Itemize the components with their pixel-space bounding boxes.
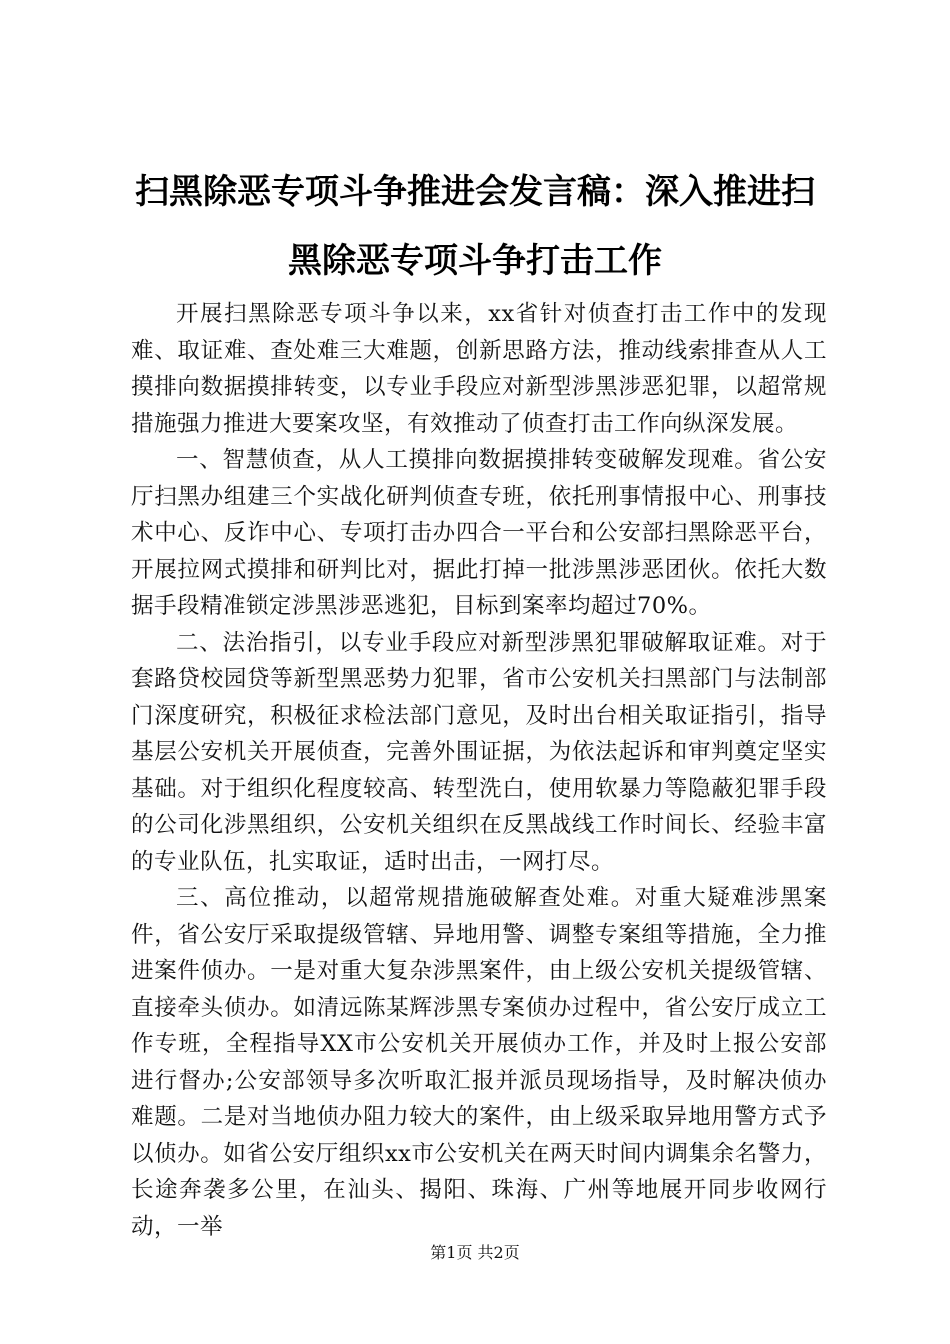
- section-three-paragraph: 三、高位推动，以超常规措施破解查处难。对重大疑难涉黑案件，省公安厅采取提级管辖、异地用警、调整专案组等措施，全力推进案件侦办。一是对重大复杂涉黑案件，由上级公安机关提级管辖、直接牵头侦办。如清远陈某辉涉黑专案侦办过程中，省公安厅成立工作专班，全程指导XX市公安机关开展侦办工作，并及时上报公安部进行督办;公安部领导多次听取汇报并派员现场指导，及时解决侦办难题。二是对当地侦办阻力较大的案件，由上级采取异地用警方式予以侦办。如省公安厅组织xx市公安机关在两天时间内调集余名警力，长途奔袭多公里，在汕头、揭阳、珠海、广州等地展开同步收网行动，一举: [131, 885, 827, 1240]
- intro-paragraph: 开展扫黑除恶专项斗争以来，xx省针对侦查打击工作中的发现难、取证难、查处难三大难题，创新思路方法，推动线索排查从人工摸排向数据摸排转变，以专业手段应对新型涉黑涉恶犯罪，以超常规措施强力推进大要案攻坚，有效推动了侦查打击工作向纵深发展。: [131, 301, 827, 437]
- section-one-paragraph: 一、智慧侦查，从人工摸排向数据摸排转变破解发现难。省公安厅扫黑办组建三个实战化研判侦查专班，依托刑事情报中心、刑事技术中心、反诈中心、专项打击办四合一平台和公安部扫黑除恶平台，开展拉网式摸排和研判比对，据此打掉一批涉黑涉恶团伙。依托大数据手段精准锁定涉黑涉恶逃犯，目标到案率均超过70%。: [131, 447, 827, 619]
- section-two-paragraph: 二、法治指引，以专业手段应对新型涉黑犯罪破解取证难。对于套路贷校园贷等新型黑恶势力犯罪，省市公安机关扫黑部门与法制部门深度研究，积极征求检法部门意见，及时出台相关取证指引，指导基层公安机关开展侦查，完善外围证据，为依法起诉和审判奠定坚实基础。对于组织化程度较高、转型洗白，使用软暴力等隐蔽犯罪手段的公司化涉黑组织，公安机关组织在反黑战线工作时间长、经验丰富的专业队伍，扎实取证，适时出击，一网打尽。: [131, 629, 827, 875]
- page-footer: 第1页 共2页: [430, 1243, 520, 1262]
- document-body: [131, 296, 827, 1245]
- document-title: 扫黑除恶专项斗争推进会发言稿：深入推进扫黑除恶专项斗争打击工作: [135, 172, 815, 281]
